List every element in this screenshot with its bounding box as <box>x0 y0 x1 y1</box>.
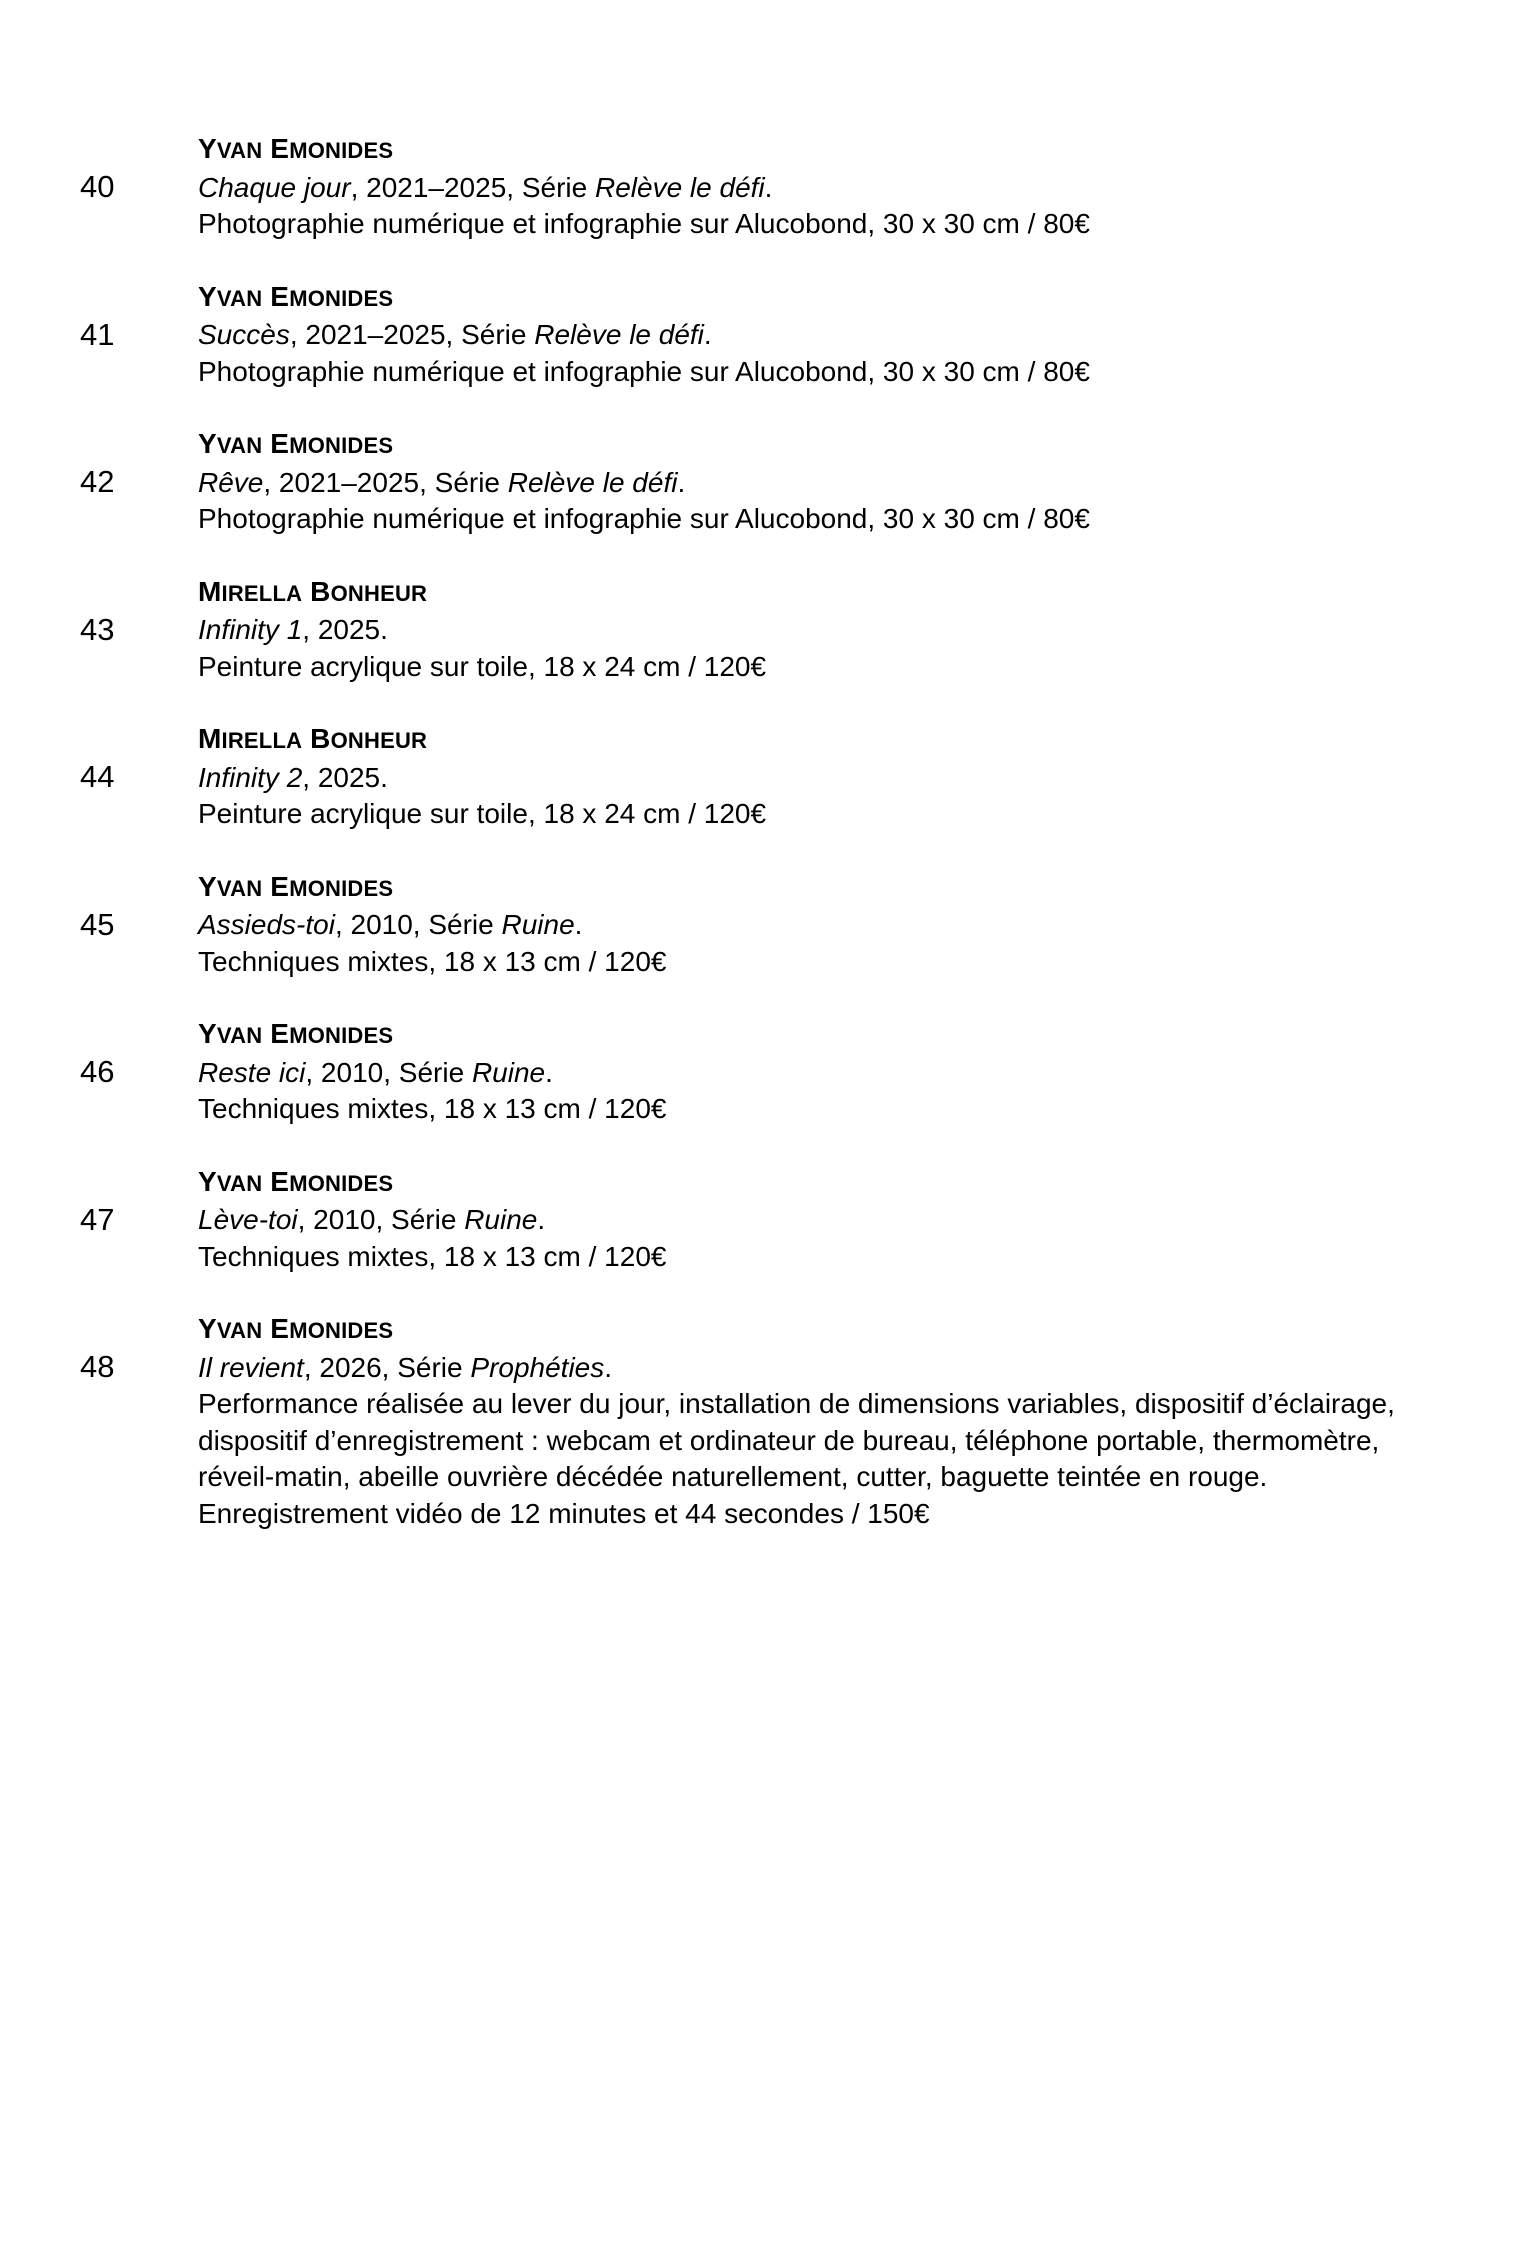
artwork-entry <box>0 1164 1522 1276</box>
entry-number: 47 <box>80 1201 115 1237</box>
artwork-title: Assieds-toi <box>198 909 335 940</box>
entry-number: 48 <box>80 1349 115 1384</box>
artwork-title: Lève-toi <box>198 1204 298 1235</box>
artist-rest: MONIDES <box>289 1170 394 1196</box>
series-end: . <box>703 319 712 350</box>
series-end: . <box>574 909 583 940</box>
artist-initial: Y <box>198 428 217 459</box>
artist-rest: VAN <box>216 875 263 901</box>
artist-initial: B <box>310 723 331 754</box>
artist-rest: ONHEUR <box>330 728 428 753</box>
artwork-description: dispositif d’enregistrement : webcam et ordinateur de bureau, téléphone portable, thermomètre, <box>198 1424 1380 1456</box>
title-line <box>198 465 1522 502</box>
artwork-year: , 2010, Série <box>305 1056 472 1088</box>
artist-name <box>198 131 1522 170</box>
artwork-title: Reste ici <box>198 1056 306 1088</box>
artwork-description: Performance réalisée au lever du jour, installation de dimensions variables, dispositif d’éclairage, <box>198 1388 1395 1419</box>
series-name: Relève le défi <box>507 466 678 498</box>
title-line <box>198 760 1522 797</box>
artist-initial: E <box>270 280 290 312</box>
artwork-description: Techniques mixtes, 18 x 13 cm / 120€ <box>198 945 667 977</box>
artist-rest: IRELLA <box>221 580 303 606</box>
series-name: Relève le défi <box>534 319 704 350</box>
artist-rest: MONIDES <box>289 138 394 163</box>
artwork-year: , 2010, Série <box>297 1204 465 1235</box>
artwork-year: , 2021–2025, Série <box>289 319 535 350</box>
entry-body <box>198 1311 1522 1532</box>
entry-body <box>198 279 1522 391</box>
entry-body <box>198 1016 1522 1128</box>
artwork-description: Techniques mixtes, 18 x 13 cm / 120€ <box>198 1240 667 1272</box>
artwork-description: Techniques mixtes, 18 x 13 cm / 120€ <box>198 1093 667 1124</box>
artwork-entry <box>0 279 1522 391</box>
entry-number: 46 <box>80 1054 115 1089</box>
artist-rest: VAN <box>216 138 263 163</box>
artist-name <box>198 574 1522 613</box>
entry-number: 44 <box>80 759 115 794</box>
artwork-year: , 2025. <box>302 614 388 645</box>
series-name: Ruine <box>464 1204 538 1235</box>
artist-name <box>198 1164 1522 1203</box>
title-line <box>198 1202 1522 1239</box>
artwork-entry <box>0 1311 1522 1532</box>
artwork-description: Enregistrement vidéo de 12 minutes et 44 secondes / 150€ <box>198 1497 930 1529</box>
series-name: Relève le défi <box>594 171 765 203</box>
entry-body <box>198 426 1522 538</box>
artist-rest: IRELLA <box>221 728 303 753</box>
artist-name <box>198 1311 1522 1350</box>
artist-rest: VAN <box>216 1023 263 1048</box>
artwork-title: Infinity 2 <box>198 761 303 793</box>
artwork-title: Il revient <box>198 1351 304 1383</box>
artwork-title: Rêve <box>198 466 264 498</box>
artist-initial: M <box>198 723 222 754</box>
entry-number: 40 <box>80 169 115 204</box>
entry-number: 41 <box>80 316 115 352</box>
artist-rest: MONIDES <box>289 875 394 901</box>
artwork-description: réveil-matin, abeille ouvrière décédée naturellement, cutter, baguette teintée en rouge. <box>198 1461 1268 1492</box>
series-end: . <box>537 1204 546 1235</box>
artist-initial: M <box>198 575 222 607</box>
artwork-entry <box>0 131 1522 243</box>
series-name: Ruine <box>471 1056 546 1088</box>
artist-initial: Y <box>198 1018 217 1049</box>
artist-rest: VAN <box>216 1318 263 1343</box>
artwork-description: Photographie numérique et infographie sur Alucobond, 30 x 30 cm / 80€ <box>198 355 1090 387</box>
entry-body <box>198 721 1522 833</box>
artist-initial: Y <box>198 280 217 312</box>
artist-initial: Y <box>198 870 217 902</box>
entry-body <box>198 1164 1522 1276</box>
entry-number: 43 <box>80 611 115 647</box>
artwork-entry <box>0 869 1522 981</box>
artist-name <box>198 426 1522 465</box>
entry-body <box>198 869 1522 981</box>
entry-number: 45 <box>80 906 115 942</box>
artist-initial: E <box>270 428 290 459</box>
series-name: Prophéties <box>470 1351 605 1383</box>
artwork-year: , 2026, Série <box>303 1351 471 1383</box>
artwork-description: Photographie numérique et infographie sur Alucobond, 30 x 30 cm / 80€ <box>198 208 1090 239</box>
artwork-description: Peinture acrylique sur toile, 18 x 24 cm / 120€ <box>198 798 767 829</box>
artwork-title: Succès <box>198 319 290 350</box>
artwork-title: Infinity 1 <box>198 614 303 645</box>
artist-initial: Y <box>198 1165 217 1197</box>
series-end: . <box>604 1351 613 1383</box>
artist-initial: E <box>270 133 290 164</box>
artist-initial: Y <box>198 133 217 164</box>
artist-name <box>198 279 1522 318</box>
artwork-list <box>0 131 1522 1568</box>
title-line <box>198 612 1522 649</box>
artwork-year: , 2025. <box>302 761 388 793</box>
artist-rest: ONHEUR <box>330 580 428 606</box>
title-line <box>198 907 1522 944</box>
artwork-year: , 2021–2025, Série <box>263 466 508 498</box>
series-name: Ruine <box>501 909 575 940</box>
artist-rest: VAN <box>216 1170 263 1196</box>
artist-rest: MONIDES <box>289 1023 394 1048</box>
artwork-year: , 2021–2025, Série <box>350 171 595 203</box>
title-line <box>198 317 1522 354</box>
artist-rest: MONIDES <box>289 1318 394 1343</box>
artist-initial: Y <box>198 1313 217 1344</box>
title-line <box>198 170 1522 207</box>
entry-number: 42 <box>80 464 115 499</box>
title-line <box>198 1055 1522 1092</box>
title-line <box>198 1350 1522 1387</box>
entry-body <box>198 574 1522 686</box>
series-end: . <box>677 466 686 498</box>
artist-rest: VAN <box>216 285 263 311</box>
artwork-entry <box>0 574 1522 686</box>
artwork-entry <box>0 721 1522 833</box>
artist-initial: E <box>270 1165 290 1197</box>
artist-initial: B <box>310 575 331 607</box>
artwork-title: Chaque jour <box>198 171 351 203</box>
artist-rest: VAN <box>216 433 263 458</box>
artwork-entry <box>0 1016 1522 1128</box>
artist-name <box>198 721 1522 760</box>
artist-name <box>198 1016 1522 1055</box>
artwork-year: , 2010, Série <box>334 909 502 940</box>
artwork-description: Photographie numérique et infographie sur Alucobond, 30 x 30 cm / 80€ <box>198 503 1090 534</box>
artwork-entry <box>0 426 1522 538</box>
artist-rest: MONIDES <box>289 285 394 311</box>
entry-body <box>198 131 1522 243</box>
series-end: . <box>545 1056 553 1088</box>
artist-initial: E <box>270 870 290 902</box>
series-end: . <box>764 171 773 203</box>
artist-rest: MONIDES <box>289 433 394 458</box>
artist-name <box>198 869 1522 908</box>
artist-initial: E <box>270 1018 290 1049</box>
artist-initial: E <box>270 1313 290 1344</box>
artwork-description: Peinture acrylique sur toile, 18 x 24 cm / 120€ <box>198 650 767 682</box>
